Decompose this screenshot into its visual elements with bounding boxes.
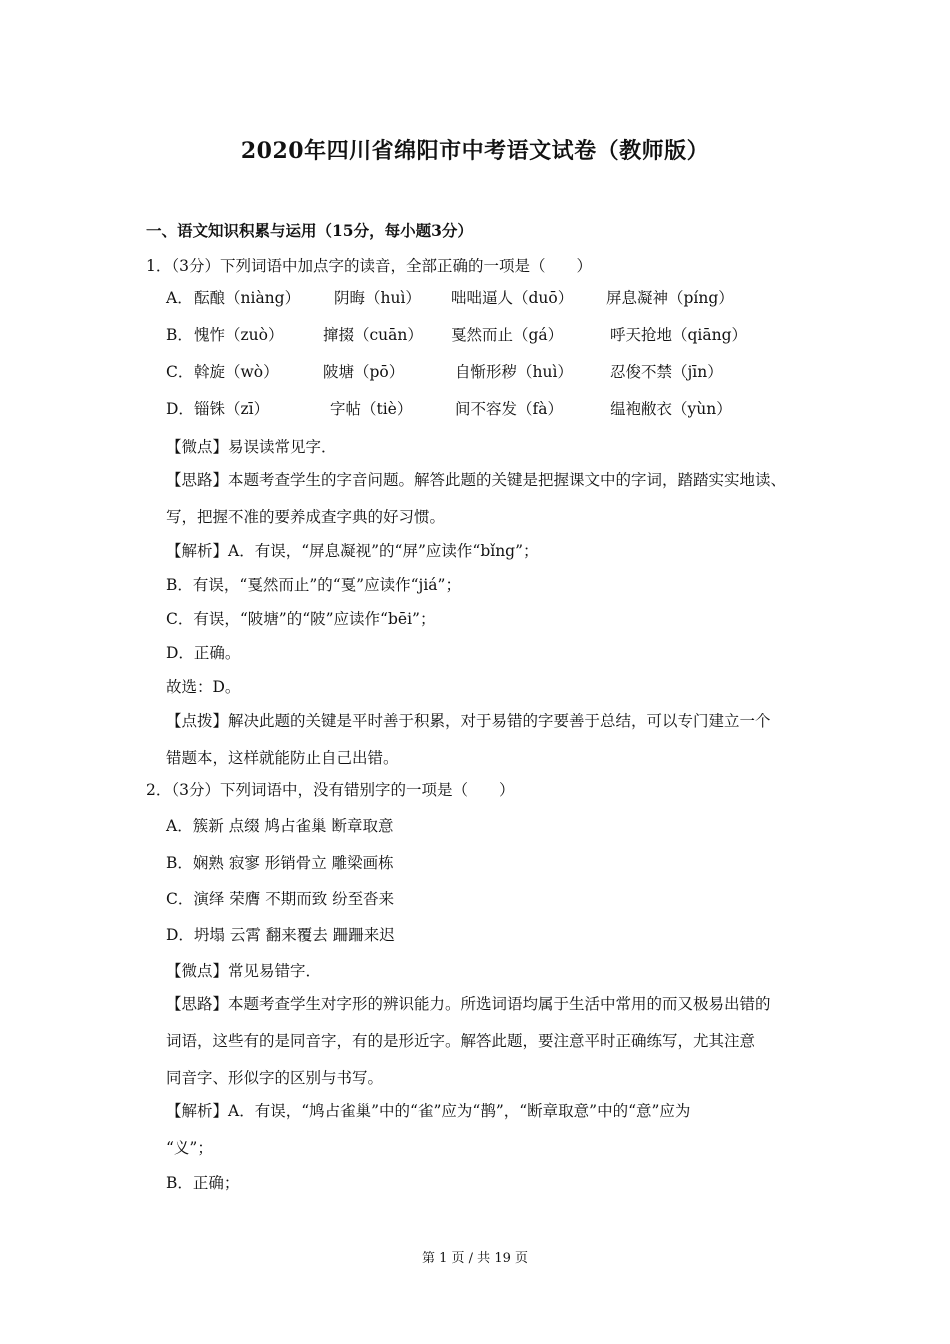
option-label: C．	[166, 363, 194, 381]
option-word: 斡旋（wò）	[194, 363, 279, 381]
option-label: A．	[166, 289, 193, 307]
option-word: 忍俊不禁（jīn）	[610, 363, 723, 381]
option-word: 撺掇（cuān）	[323, 326, 423, 344]
q1-silu-line2: 写，把握不准的要养成查字典的好习惯。	[166, 508, 446, 526]
page-footer: 第 1 页 / 共 19 页	[422, 1251, 528, 1266]
q2-jiexi-line3: B．正确；	[166, 1174, 240, 1192]
option-word: 间不容发（fà）	[455, 400, 563, 418]
q1-jiexi-line1: 【解析】A．有误，“屏息凝视”的“屏”应读作“bǐng”；	[166, 542, 539, 560]
question-2-option-b: B．娴熟 寂寥 形销骨立 雕梁画栋	[166, 854, 394, 872]
q2-jiexi-line1: 【解析】A．有误，“鸠占雀巢”中的“雀”应为“鹊”，“断章取意”中的“意”应为	[166, 1102, 691, 1120]
option-word: 屏息凝神（píng）	[606, 289, 734, 307]
option-label: D．	[166, 400, 194, 418]
q1-dianbo-line1: 【点拨】解决此题的关键是平时善于积累，对于易错的字要善于总结，可以专门建立一个	[166, 712, 771, 730]
section-heading: 一、语文知识积累与运用（15分，每小题3分）	[146, 221, 473, 240]
question-1-stem: 1．（3分）下列词语中加点字的读音，全部正确的一项是（ ）	[146, 257, 592, 275]
question-2-stem: 2．（3分）下列词语中，没有错别字的一项是（ ）	[146, 781, 515, 799]
option-word: 锱铢（zī）	[194, 400, 270, 418]
q1-dianbo-line2: 错题本，这样就能防止自己出错。	[166, 749, 399, 767]
q1-jiexi-line3: C．有误，“陂塘”的“陂”应读作“bēi”；	[166, 610, 436, 628]
question-2-option-d: D．坍塌 云霄 翻来覆去 跚跚来迟	[166, 926, 395, 944]
q2-weidian: 【微点】常见易错字．	[166, 962, 322, 980]
option-word: 愧怍（zuò）	[194, 326, 284, 344]
option-word: 自惭形秽（huì）	[455, 363, 573, 381]
q1-jiexi-line2: B．有误，“戛然而止”的“戛”应读作“jiá”；	[166, 576, 461, 594]
q1-silu-line1: 【思路】本题考查学生的字音问题。解答此题的关键是把握课文中的字词，踏踏实实地读、	[166, 471, 787, 489]
q2-jiexi-line2: “义”；	[166, 1139, 213, 1157]
option-word: 戛然而止（gá）	[451, 326, 564, 344]
q2-silu-line3: 同音字、形似字的区别与书写。	[166, 1069, 384, 1087]
q2-silu-line2: 词语，这些有的是同音字，有的是形近字。解答此题，要注意平时正确练写，尤其注意	[166, 1032, 756, 1050]
document-title: 2020年四川省绵阳市中考语文试卷（教师版）	[240, 138, 710, 164]
q1-answer: 故选：D。	[166, 678, 241, 696]
option-word: 字帖（tiè）	[330, 400, 413, 418]
q2-silu-line1: 【思路】本题考查学生对字形的辨识能力。所选词语均属于生活中常用的而又极易出错的	[166, 995, 771, 1013]
q1-jiexi-line4: D．正确。	[166, 644, 241, 662]
question-2-option-a: A．簇新 点缀 鸠占雀巢 断章取意	[166, 817, 394, 835]
option-word: 咄咄逼人（duō）	[451, 289, 574, 307]
q1-weidian: 【微点】易误读常见字．	[166, 438, 337, 456]
option-label: B．	[166, 326, 193, 344]
option-word: 缊袍敝衣（yùn）	[610, 400, 732, 418]
option-word: 阴晦（huì）	[334, 289, 421, 307]
option-word: 酝酿（niàng）	[194, 289, 301, 307]
option-word: 陂塘（pō）	[323, 363, 405, 381]
question-2-option-c: C．演绎 荣膺 不期而致 纷至沓来	[166, 890, 395, 908]
option-word: 呼天抢地（qiāng）	[610, 326, 748, 344]
